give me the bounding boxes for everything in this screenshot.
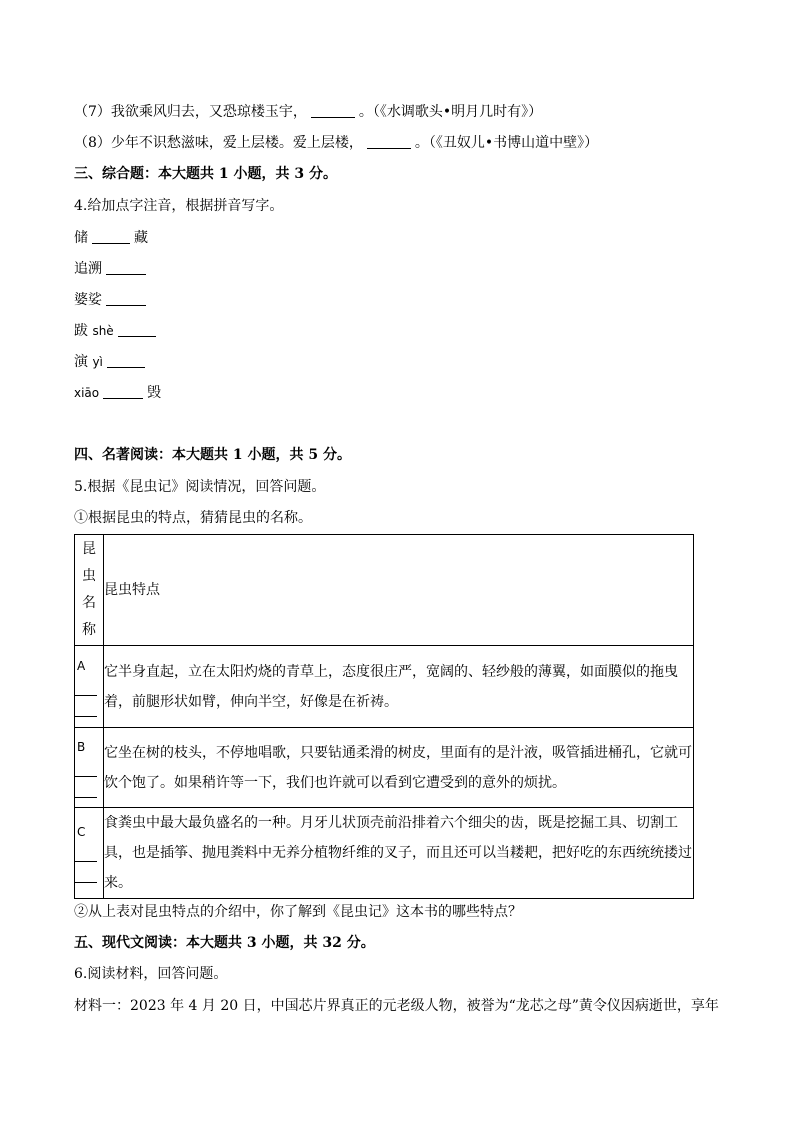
header-feature-cell: 昆虫特点	[104, 535, 694, 646]
pinyin-text: yì	[92, 355, 103, 369]
insect-feature-cell: 食粪虫中最大最负盛名的一种。月牙儿状顶壳前沿排着六个细尖的齿，既是挖掘工具、切割工具，也是插筝、抛甩粪料中无养分植物纤维的叉子，而且还可以当耧耙，把好吃的东西统统搂过来。	[104, 808, 694, 899]
word-char: 跋	[74, 323, 88, 339]
header-char: 称	[82, 622, 96, 638]
header-char: 名	[82, 595, 96, 611]
question-7	[74, 102, 542, 122]
pinyin-text: shè	[92, 324, 114, 338]
table-row	[75, 646, 694, 728]
word-char: 演	[74, 354, 88, 370]
insect-name-cell	[75, 646, 104, 728]
header-char: 虫	[82, 568, 96, 584]
question-8-source: 。（《丑奴儿•书博山道中壁》）	[414, 135, 599, 151]
question-7-text: （7）我欲乘风归去，又恐琼楼玉宇，	[74, 104, 307, 120]
word-char: 藏	[134, 230, 148, 246]
word-text: 追溯	[74, 261, 102, 277]
row-letter: A	[77, 658, 86, 673]
answer-blank[interactable]	[103, 384, 143, 399]
insect-table	[74, 534, 694, 899]
answer-blank[interactable]	[75, 862, 97, 883]
word-text: 婆娑	[74, 292, 102, 308]
answer-blank[interactable]	[75, 756, 97, 777]
answer-blank[interactable]	[92, 229, 130, 244]
row-letter: B	[77, 739, 86, 754]
pinyin-item-4	[74, 321, 160, 341]
answer-blank[interactable]	[75, 696, 97, 717]
answer-blank[interactable]	[118, 322, 156, 337]
section-4-heading: 四、名著阅读：本大题共 1 小题，共 5 分。	[74, 447, 351, 463]
insect-feature-cell: 它坐在树的枝头，不停地唱歌，只要钻通柔滑的树皮，里面有的是汁液，吸管插进桶孔，它就可饮个饱了。如果稍许等一下，我们也许就可以看到它遭受到的意外的烦扰。	[104, 728, 694, 808]
answer-blank[interactable]	[367, 134, 411, 149]
answer-blank[interactable]	[106, 291, 146, 306]
question-7-source: 。（《水调歌头•明月几时有》）	[358, 104, 543, 120]
word-char: 储	[74, 230, 88, 246]
word-char: 毁	[147, 385, 162, 401]
table-row	[75, 808, 694, 899]
insect-name-cell	[75, 728, 104, 808]
pinyin-item-3	[74, 290, 150, 310]
answer-blank[interactable]	[311, 103, 355, 118]
pinyin-item-2	[74, 259, 150, 279]
question-6: 6.阅读材料，回答问题。	[74, 966, 228, 982]
pinyin-item-5	[74, 352, 149, 372]
header-name-cell	[75, 535, 104, 646]
header-char: 昆	[82, 541, 96, 557]
question-8	[74, 133, 598, 153]
question-8-text: （8）少年不识愁滋味，爱上层楼。爱上层楼，	[74, 135, 363, 151]
answer-blank[interactable]	[75, 841, 97, 862]
answer-blank[interactable]	[75, 777, 97, 798]
answer-blank[interactable]	[75, 675, 97, 696]
question-5: 5.根据《昆虫记》阅读情况，回答问题。	[74, 479, 326, 495]
question-5-part-2: ②从上表对昆虫特点的介绍中，你了解到《昆虫记》这本书的哪些特点？	[74, 904, 522, 920]
answer-blank[interactable]	[106, 260, 146, 275]
section-5-heading: 五、现代文阅读：本大题共 3 小题，共 32 分。	[74, 935, 375, 951]
section-3-heading: 三、综合题：本大题共 1 小题，共 3 分。	[74, 166, 337, 182]
pinyin-item-6	[74, 383, 161, 403]
insect-name-cell	[75, 808, 104, 899]
answer-blank[interactable]	[107, 353, 145, 368]
row-letter: C	[77, 825, 86, 839]
material-1-text: 材料一：2023 年 4 月 20 日，中国芯片界真正的元老级人物，被誉为“龙芯之母”黄令仪因病逝世，享年	[74, 998, 719, 1014]
insect-feature-cell: 它半身直起，立在太阳灼烧的青草上，态度很庄严，宽阔的、轻纱般的薄翼，如面膜似的拖曳着，前腿形状如臂，伸向半空，好像是在祈祷。	[104, 646, 694, 728]
question-5-part-1: ①根据昆虫的特点，猜猜昆虫的名称。	[74, 510, 312, 526]
pinyin-item-1	[74, 228, 148, 248]
table-header-row	[75, 535, 694, 646]
question-4: 4.给加点字注音，根据拼音写字。	[74, 198, 284, 214]
pinyin-text: xiāo	[74, 386, 100, 400]
table-row	[75, 728, 694, 808]
